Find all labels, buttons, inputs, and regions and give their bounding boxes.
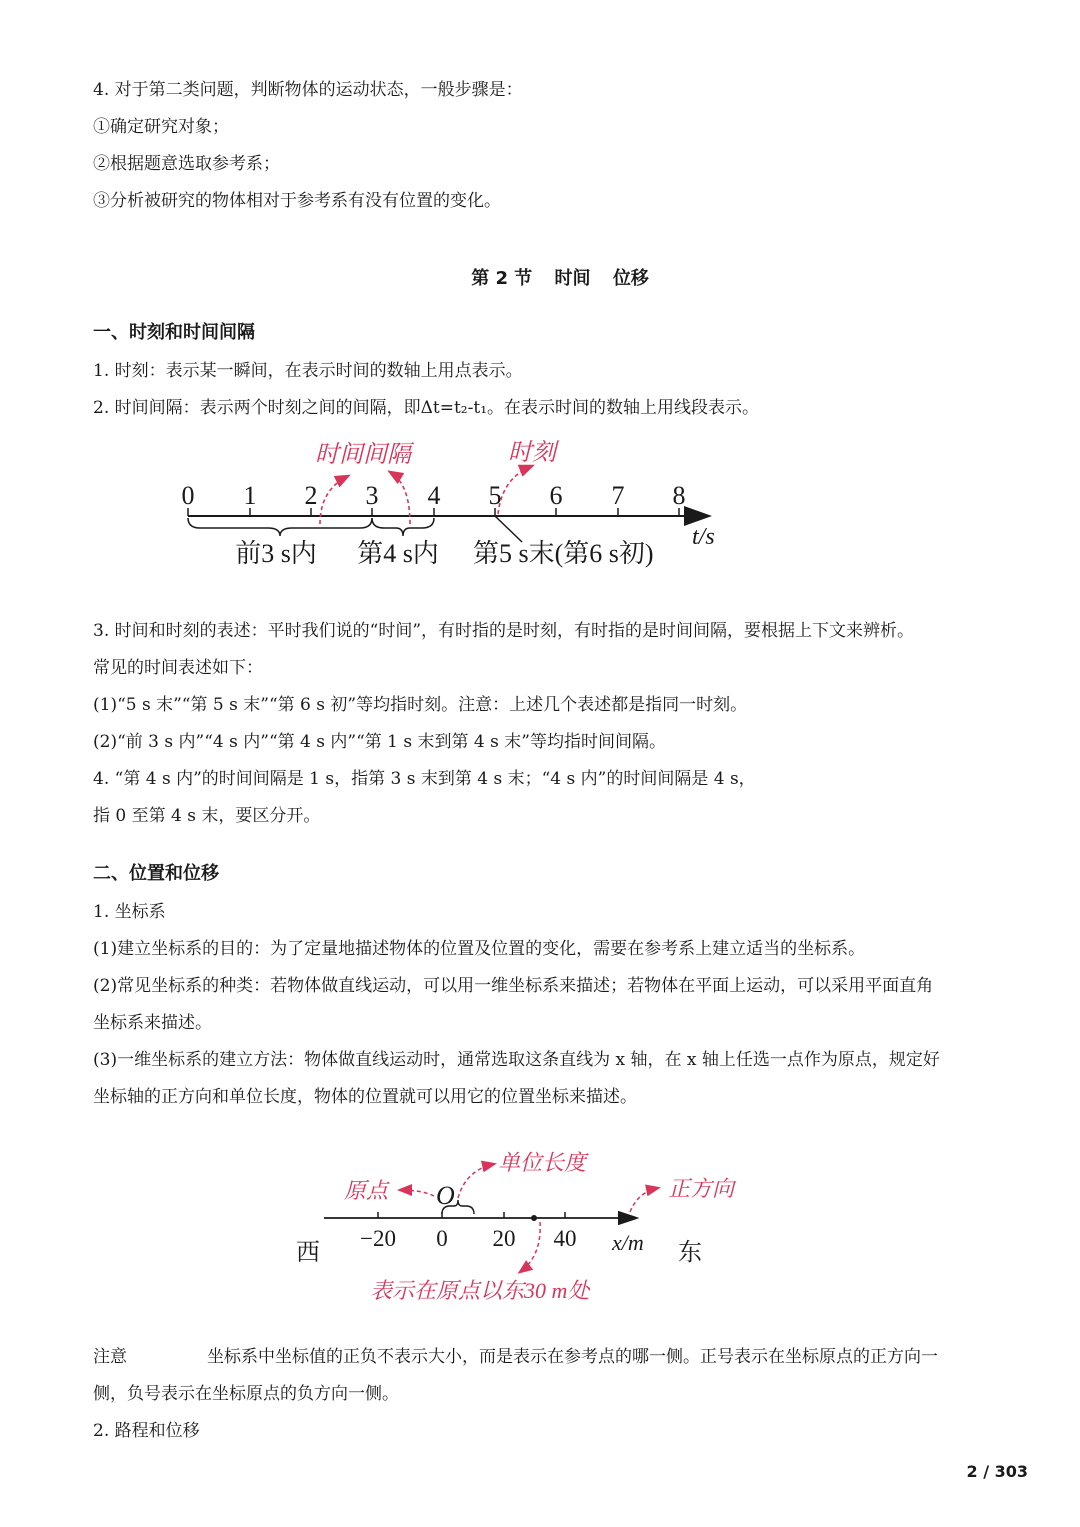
paragraph-coordinate-method: (3)一维坐标系的建立方法：物体做直线运动时，通常选取这条直线为 x 轴，在 x 轴上任选一点作为原点，规定好 bbox=[93, 1050, 940, 1070]
heading-position-displacement: 二、位置和位移 bbox=[93, 863, 219, 884]
time-tick-1: 1 bbox=[243, 481, 257, 510]
x-tick-0: 0 bbox=[436, 1226, 448, 1251]
paragraph-moment: 1. 时刻：表示某一瞬间，在表示时间的数轴上用点表示。 bbox=[93, 361, 523, 381]
time-tick-3: 3 bbox=[365, 481, 379, 510]
time-tick-6: 6 bbox=[549, 481, 563, 510]
moment-arrow bbox=[498, 466, 532, 514]
annotation-direction: 正方向 bbox=[668, 1176, 735, 1201]
intro-step-2: ②根据题意选取参考系； bbox=[93, 154, 280, 174]
heading-moment-interval: 一、时刻和时间间隔 bbox=[93, 322, 255, 343]
annotation-moment: 时刻 bbox=[508, 440, 556, 466]
x-tick-40: 40 bbox=[553, 1226, 577, 1251]
intro-step-heading: 4. 对于第二类问题，判断物体的运动状态，一般步骤是： bbox=[93, 80, 523, 100]
paragraph-interval-examples: (2)“前 3 s 内”“4 s 内”“第 4 s 内”“第 1 s 末到第 4 s 末”等均指时间间隔。 bbox=[93, 732, 666, 752]
annotation-point-30m: 表示在原点以东30 m处 bbox=[370, 1278, 590, 1303]
time-tick-0: 0 bbox=[181, 481, 195, 510]
paragraph-coordinate-system: 1. 坐标系 bbox=[93, 902, 166, 922]
paragraph-interval: 2. 时间间隔：表示两个时刻之间的间隔，即Δt=t₂-t₁。在表示时间的数轴上用线段表示。 bbox=[93, 398, 760, 418]
annotation-time-interval: 时间间隔 bbox=[315, 442, 411, 468]
coordinate-axis-figure bbox=[290, 1140, 770, 1310]
paragraph-expression-cont: 常见的时间表述如下： bbox=[93, 658, 263, 678]
page-number: 2 / 303 bbox=[966, 1462, 1028, 1481]
point-30m-arrow bbox=[520, 1222, 540, 1272]
brace-4th-second bbox=[372, 518, 434, 536]
note-paragraph-cont: 侧，负号表示在坐标原点的负方向一侧。 bbox=[93, 1384, 399, 1404]
paragraph-coordinate-types-cont: 坐标系来描述。 bbox=[93, 1013, 212, 1033]
time-tick-2: 2 bbox=[304, 481, 318, 510]
point-30m bbox=[531, 1215, 537, 1221]
x-axis-ticks bbox=[378, 1212, 565, 1218]
annotation-unit-length: 单位长度 bbox=[498, 1150, 587, 1175]
paragraph-path-displacement: 2. 路程和位移 bbox=[93, 1421, 200, 1441]
time-tick-4: 4 bbox=[427, 481, 441, 510]
intro-step-3: ③分析被研究的物体相对于参考系有没有位置的变化。 bbox=[93, 191, 501, 211]
brace-first-3s bbox=[188, 518, 372, 536]
section-title bbox=[0, 264, 1080, 290]
time-axis-label: t/s bbox=[692, 524, 715, 550]
paragraph-coordinate-types: (2)常见坐标系的种类：若物体做直线运动，可以用一维坐标系来描述；若物体在平面上运动，可以采用平面直角 bbox=[93, 976, 934, 996]
section-number: 第 2 节 bbox=[471, 268, 533, 289]
x-tick-20: 20 bbox=[492, 1226, 516, 1251]
paragraph-distinguish: 4. “第 4 s 内”的时间间隔是 1 s，指第 3 s 末到第 4 s 末；“4 s 内”的时间间隔是 4 s， bbox=[93, 769, 756, 789]
x-tick-neg20: −20 bbox=[360, 1226, 396, 1251]
intro-step-1: ①确定研究对象； bbox=[93, 117, 229, 137]
x-axis-label: x/m bbox=[612, 1230, 644, 1255]
section-title-time: 时间 bbox=[554, 268, 591, 289]
paragraph-moment-examples: (1)“5 s 末”“第 5 s 末”“第 6 s 初”等均指时刻。注意：上述几个表述都是指同一时刻。 bbox=[93, 695, 748, 715]
direction-arrow bbox=[630, 1188, 658, 1212]
brace-first-3s-label: 前3 s内 bbox=[235, 539, 317, 568]
note-label: 注意 bbox=[93, 1347, 127, 1367]
note-text: 坐标系中坐标值的正负不表示大小，而是表示在参考点的哪一侧。正号表示在坐标原点的正方向一 bbox=[207, 1347, 938, 1367]
paragraph-distinguish-cont: 指 0 至第 4 s 末，要区分开。 bbox=[93, 806, 321, 826]
origin-letter: O bbox=[436, 1181, 455, 1210]
origin-arrow bbox=[400, 1190, 434, 1196]
time-tick-8: 8 bbox=[672, 481, 686, 510]
time-tick-7: 7 bbox=[611, 481, 625, 510]
label-east: 东 bbox=[678, 1240, 702, 1266]
paragraph-expression: 3. 时间和时刻的表述：平时我们说的“时间”，有时指的是时刻，有时指的是时间间隔，要根据上下文来辨析。 bbox=[93, 621, 915, 641]
unit-length-arrow bbox=[458, 1164, 494, 1198]
time-axis-figure bbox=[170, 432, 730, 582]
label-west: 西 bbox=[296, 1240, 320, 1266]
note-paragraph bbox=[93, 1346, 1033, 1368]
annotation-origin: 原点 bbox=[344, 1178, 389, 1203]
brace-4th-label: 第4 s内 bbox=[357, 539, 439, 568]
paragraph-coordinate-purpose: (1)建立坐标系的目的：为了定量地描述物体的位置及位置的变化，需要在参考系上建立适当的坐标系。 bbox=[93, 939, 866, 959]
paragraph-coordinate-method-cont: 坐标轴的正方向和单位长度，物体的位置就可以用它的位置坐标来描述。 bbox=[93, 1087, 637, 1107]
section-title-displacement: 位移 bbox=[612, 268, 649, 289]
time-tick-5: 5 bbox=[488, 481, 502, 510]
label-5th-end: 第5 s末(第6 s初) bbox=[473, 539, 654, 568]
